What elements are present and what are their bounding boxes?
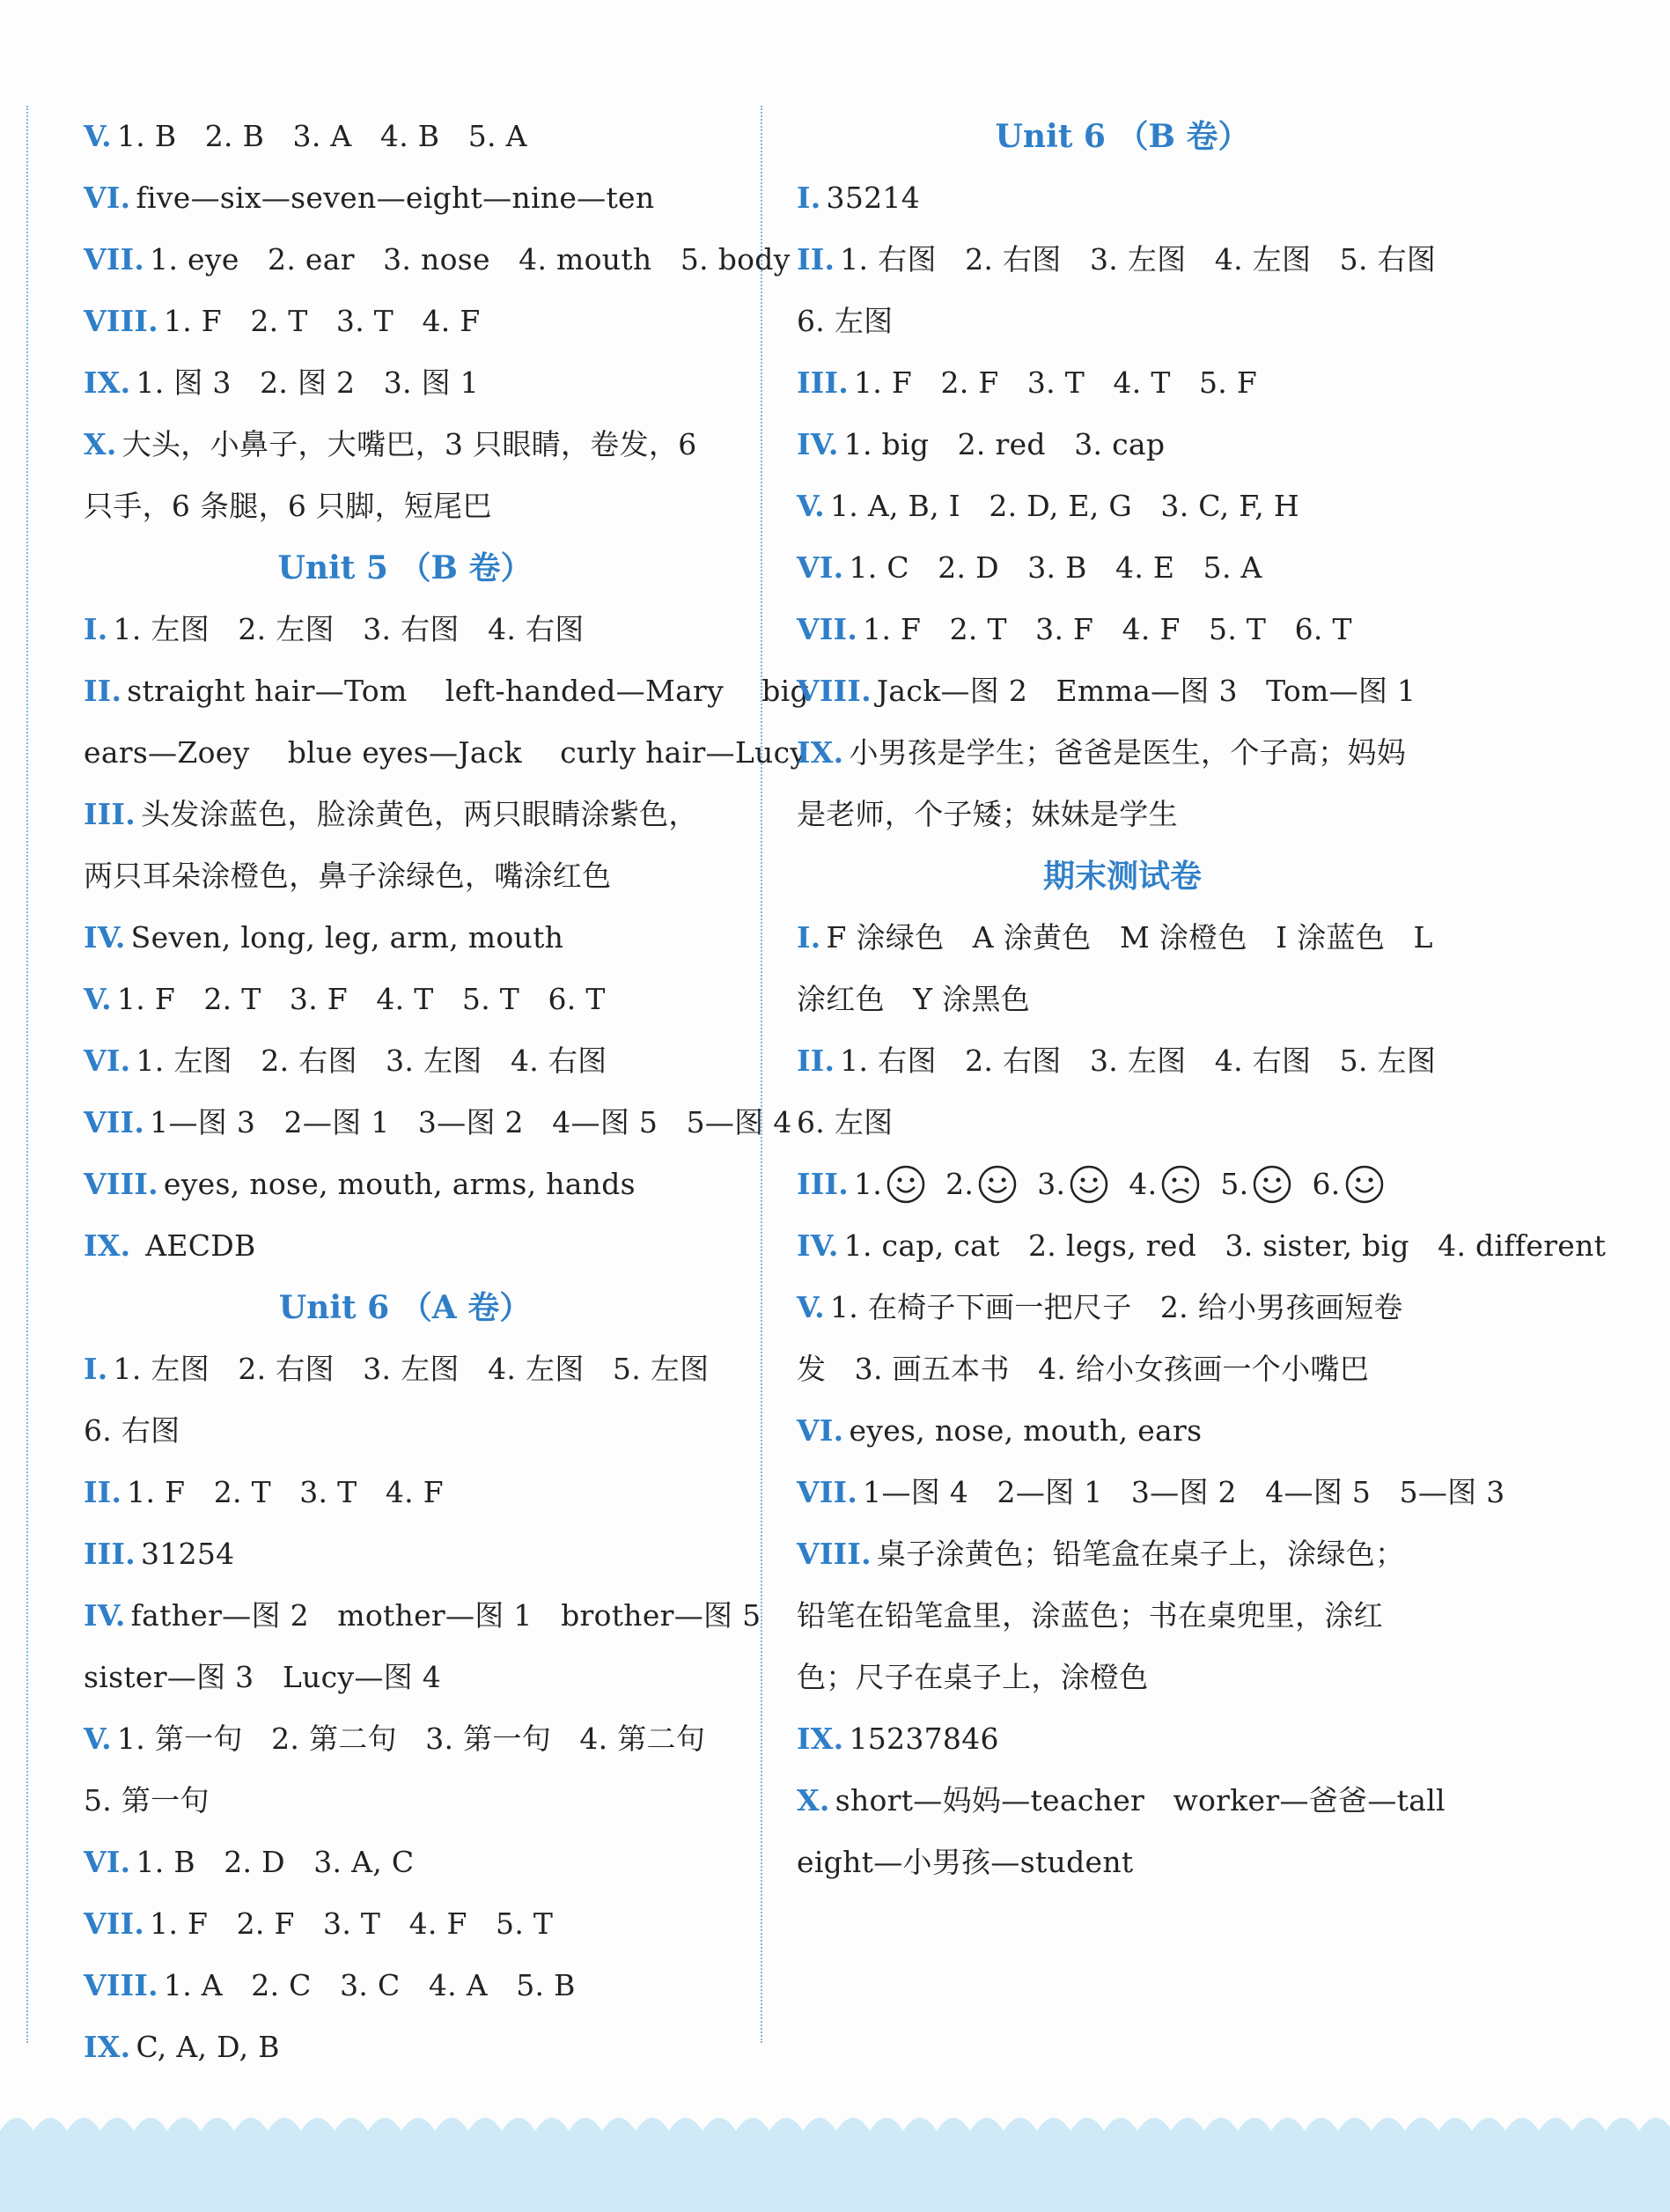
question-number: III. — [84, 797, 136, 831]
answer-line — [797, 1832, 1448, 1893]
question-number: II. — [84, 1475, 122, 1509]
answer-text: 1. F 2. T 3. F 4. T 5. T 6. T — [116, 982, 606, 1016]
answer-line — [84, 660, 809, 722]
question-number: VIII. — [84, 1968, 158, 2002]
answer-line — [84, 1770, 726, 1832]
answer-line — [797, 1277, 1448, 1338]
answer-text: 1. 左图 2. 右图 3. 左图 4. 左图 5. 左图 — [113, 1352, 710, 1386]
answer-line — [797, 1154, 1448, 1215]
answer-line — [84, 352, 726, 414]
face-answer — [1037, 1154, 1109, 1215]
answer-line — [797, 1770, 1448, 1832]
face-answer — [1312, 1154, 1384, 1215]
question-number: III. — [797, 1167, 849, 1201]
answer-text: 1. C 2. D 3. B 4. E 5. A — [849, 550, 1262, 585]
answer-text: 35214 — [826, 181, 921, 215]
sad-face-icon — [1160, 1164, 1201, 1205]
answer-text: 1. F 2. T 3. T 4. F — [163, 304, 481, 338]
answer-text: 1—图 4 2—图 1 3—图 2 4—图 5 5—图 3 — [863, 1475, 1505, 1509]
answer-text: 6. 左图 — [797, 1105, 894, 1139]
answer-line — [797, 1030, 1448, 1092]
answer-text: 1. F 2. T 3. T 4. F — [127, 1475, 444, 1509]
answer-text: 1. 右图 2. 右图 3. 左图 4. 左图 5. 右图 — [840, 242, 1437, 276]
answer-text: 两只耳朵涂橙色，鼻子涂绿色，嘴涂红色 — [84, 859, 612, 893]
answer-line — [84, 1030, 726, 1092]
question-number: IX. — [84, 365, 131, 400]
answer-line — [84, 907, 726, 969]
right-column — [797, 106, 1607, 1893]
answer-text: father—图 2 mother—图 1 brother—图 5 — [130, 1598, 761, 1633]
section-heading: Unit 6 （A 卷） — [278, 1289, 532, 1326]
answer-text: eyes, nose, mouth, arms, hands — [163, 1167, 636, 1201]
face-label: 1. — [854, 1167, 883, 1201]
question-number: II. — [797, 242, 835, 276]
question-number: VI. — [797, 550, 844, 585]
answer-line — [84, 1585, 761, 1647]
answer-line — [797, 291, 1448, 352]
answer-line — [84, 1154, 726, 1215]
question-number: VII. — [84, 1105, 145, 1139]
answer-line — [797, 1585, 1448, 1647]
answer-line — [797, 352, 1448, 414]
answer-text: 1. B 2. D 3. A, C — [136, 1845, 415, 1879]
question-number: II. — [84, 674, 122, 708]
question-number: I. — [84, 612, 108, 646]
smiley-face-icon — [886, 1164, 926, 1205]
answer-text: 6. 右图 — [84, 1413, 180, 1448]
answer-line — [84, 1338, 726, 1400]
answer-line — [84, 1708, 726, 1770]
answer-text: 1. 第一句 2. 第二句 3. 第一句 4. 第二句 — [116, 1722, 706, 1756]
answer-text: eyes, nose, mouth, ears — [849, 1413, 1203, 1448]
answer-text: F 涂绿色 A 涂黄色 M 涂橙色 I 涂蓝色 L — [826, 920, 1433, 955]
wave-decoration — [0, 2096, 1670, 2212]
answer-line — [797, 1708, 1448, 1770]
question-number: I. — [84, 1352, 108, 1386]
answer-line — [84, 784, 726, 845]
answer-text: 小男孩是学生；爸爸是医生，个子高；妈妈 — [849, 735, 1407, 770]
answer-text: 6. 左图 — [797, 304, 894, 338]
question-number: VI. — [84, 1043, 131, 1078]
answer-line — [797, 476, 1448, 537]
answer-line — [84, 1215, 726, 1277]
question-number: VI. — [797, 1413, 844, 1448]
answer-line — [84, 414, 726, 476]
answer-line — [84, 845, 726, 907]
question-number: VII. — [797, 1475, 858, 1509]
answer-line — [797, 1647, 1448, 1708]
answer-line — [797, 1523, 1448, 1585]
question-number: V. — [84, 1722, 112, 1756]
answer-text: AECDB — [136, 1228, 256, 1263]
answer-text: 1. eye 2. ear 3. nose 4. mouth 5. body — [150, 242, 791, 276]
question-number: IX. — [84, 1228, 131, 1263]
answer-line — [84, 291, 726, 352]
left-column — [84, 106, 809, 2078]
question-number: IX. — [797, 1722, 844, 1756]
answer-text: 15237846 — [849, 1722, 999, 1756]
answer-text: 1. F 2. F 3. T 4. F 5. T — [150, 1906, 554, 1941]
answer-text: 1. 左图 2. 右图 3. 左图 4. 右图 — [136, 1043, 607, 1078]
answer-line — [797, 1215, 1607, 1277]
answer-text: 1. B 2. B 3. A 4. B 5. A — [116, 119, 527, 153]
answer-line — [84, 1092, 792, 1154]
answer-text: 桌子涂黄色；铅笔盒在桌子上，涂绿色； — [876, 1537, 1405, 1571]
question-number: IV. — [84, 920, 126, 955]
answer-line — [84, 229, 791, 291]
question-number: VII. — [797, 612, 858, 646]
question-number: VII. — [84, 1906, 145, 1941]
answer-text: 大头，小鼻子，大嘴巴，3 只眼睛，卷发，6 — [121, 427, 697, 461]
question-number: VIII. — [84, 304, 158, 338]
answer-line — [797, 784, 1448, 845]
section-heading: Unit 6 （B 卷） — [995, 118, 1250, 155]
smiley-face-icon — [1252, 1164, 1292, 1205]
question-number: I. — [797, 920, 821, 955]
column-divider — [761, 106, 762, 2043]
answer-line — [797, 229, 1448, 291]
answer-line — [797, 599, 1448, 660]
question-number: X. — [797, 1783, 830, 1818]
question-number: VI. — [84, 181, 131, 215]
answer-text: eight—小男孩—student — [797, 1845, 1134, 1879]
answer-text: sister—图 3 Lucy—图 4 — [84, 1660, 442, 1694]
question-number: V. — [84, 982, 112, 1016]
answer-text: C, A, D, B — [136, 2030, 280, 2064]
face-answer — [1220, 1154, 1292, 1215]
answer-line — [84, 722, 807, 784]
answer-text: 1. big 2. red 3. cap — [843, 427, 1166, 461]
answer-line — [797, 1400, 1448, 1462]
answer-line — [84, 1955, 726, 2017]
section-heading: 期末测试卷 — [1042, 858, 1202, 895]
answer-text: 1. F 2. F 3. T 4. T 5. F — [854, 365, 1258, 400]
answer-line — [84, 1647, 726, 1708]
answer-line — [797, 167, 1448, 229]
left-margin-divider — [26, 106, 28, 2043]
answer-text: 1. F 2. T 3. F 4. F 5. T 6. T — [863, 612, 1352, 646]
answer-line — [797, 969, 1448, 1030]
question-number: X. — [84, 427, 117, 461]
face-label: 3. — [1037, 1167, 1066, 1201]
answer-line — [84, 1832, 726, 1893]
question-number: III. — [84, 1537, 136, 1571]
answer-line — [84, 476, 726, 537]
answer-line — [84, 1462, 726, 1523]
answer-text: 1. 右图 2. 右图 3. 左图 4. 右图 5. 左图 — [840, 1043, 1437, 1078]
answer-line — [797, 907, 1448, 969]
answer-text: 发 3. 画五本书 4. 给小女孩画一个小嘴巴 — [797, 1352, 1369, 1386]
question-number: I. — [797, 181, 821, 215]
answer-line — [84, 1400, 726, 1462]
answer-text: 5. 第一句 — [84, 1783, 210, 1818]
face-label: 6. — [1312, 1167, 1341, 1201]
smiley-face-icon — [977, 1164, 1018, 1205]
smiley-face-icon — [1069, 1164, 1109, 1205]
answer-text: 1. 图 3 2. 图 2 3. 图 1 — [136, 365, 479, 400]
answer-line — [797, 537, 1448, 599]
answer-line — [84, 106, 726, 167]
answer-line — [84, 599, 726, 660]
answer-text: short—妈妈—teacher worker—爸爸—tall — [835, 1783, 1446, 1818]
answer-line — [797, 1338, 1448, 1400]
question-number: IX. — [797, 735, 844, 770]
answer-text: 1. 左图 2. 左图 3. 右图 4. 右图 — [113, 612, 585, 646]
answer-text: 是老师，个子矮；妹妹是学生 — [797, 797, 1178, 831]
question-number: IV. — [797, 1228, 839, 1263]
answer-text: 铅笔在铅笔盒里，涂蓝色；书在桌兜里，涂红 — [797, 1598, 1383, 1633]
question-number: IV. — [84, 1598, 126, 1633]
answer-text: ears—Zoey blue eyes—Jack curly hair—Lucy — [84, 735, 807, 770]
answer-line — [84, 2017, 726, 2078]
answer-text: 1. A 2. C 3. C 4. A 5. B — [163, 1968, 576, 2002]
question-number: VII. — [84, 242, 145, 276]
question-number: IV. — [797, 427, 839, 461]
answer-line — [797, 722, 1448, 784]
answer-line — [84, 1893, 726, 1955]
answer-line — [797, 414, 1448, 476]
question-number: VIII. — [84, 1167, 158, 1201]
question-number: III. — [797, 365, 849, 400]
answer-text: 色；尺子在桌子上，涂橙色 — [797, 1660, 1149, 1694]
answer-text: five—six—seven—eight—nine—ten — [136, 181, 655, 215]
question-number: V. — [797, 1290, 825, 1324]
answer-text: 1. A, B, I 2. D, E, G 3. C, F, H — [829, 489, 1299, 523]
question-number: VIII. — [797, 674, 872, 708]
face-answer — [1129, 1154, 1201, 1215]
question-number: IX. — [84, 2030, 131, 2064]
face-label: 4. — [1129, 1167, 1158, 1201]
face-label: 5. — [1220, 1167, 1249, 1201]
question-number: VIII. — [797, 1537, 872, 1571]
answer-text: 1. cap, cat 2. legs, red 3. sister, big 4. different — [843, 1228, 1607, 1263]
question-number: V. — [84, 119, 112, 153]
answer-text: 只手，6 条腿，6 只脚，短尾巴 — [84, 489, 492, 523]
answer-line — [797, 1462, 1505, 1523]
question-number: V. — [797, 489, 825, 523]
answer-line — [84, 969, 726, 1030]
answer-text: 31254 — [141, 1537, 235, 1571]
face-label: 2. — [945, 1167, 975, 1201]
face-answer — [854, 1154, 926, 1215]
answer-text: Seven, long, leg, arm, mouth — [130, 920, 564, 955]
section-heading: Unit 5 （B 卷） — [277, 549, 533, 586]
answer-text: Jack—图 2 Emma—图 3 Tom—图 1 — [876, 674, 1416, 708]
face-answer — [945, 1154, 1018, 1215]
answer-text: 涂红色 Y 涂黑色 — [797, 982, 1031, 1016]
answer-text: straight hair—Tom left-handed—Mary big — [127, 674, 809, 708]
answer-text: 1. 在椅子下画一把尺子 2. 给小男孩画短卷 — [829, 1290, 1403, 1324]
answer-text: 头发涂蓝色，脸涂黄色，两只眼睛涂紫色， — [141, 797, 698, 831]
question-number: II. — [797, 1043, 835, 1078]
question-number: VI. — [84, 1845, 131, 1879]
answer-line — [797, 1092, 1448, 1154]
answer-text: 1—图 3 2—图 1 3—图 2 4—图 5 5—图 4 — [150, 1105, 792, 1139]
answer-line — [797, 660, 1448, 722]
answer-line — [84, 167, 726, 229]
answer-line — [84, 1523, 726, 1585]
smiley-face-icon — [1344, 1164, 1385, 1205]
